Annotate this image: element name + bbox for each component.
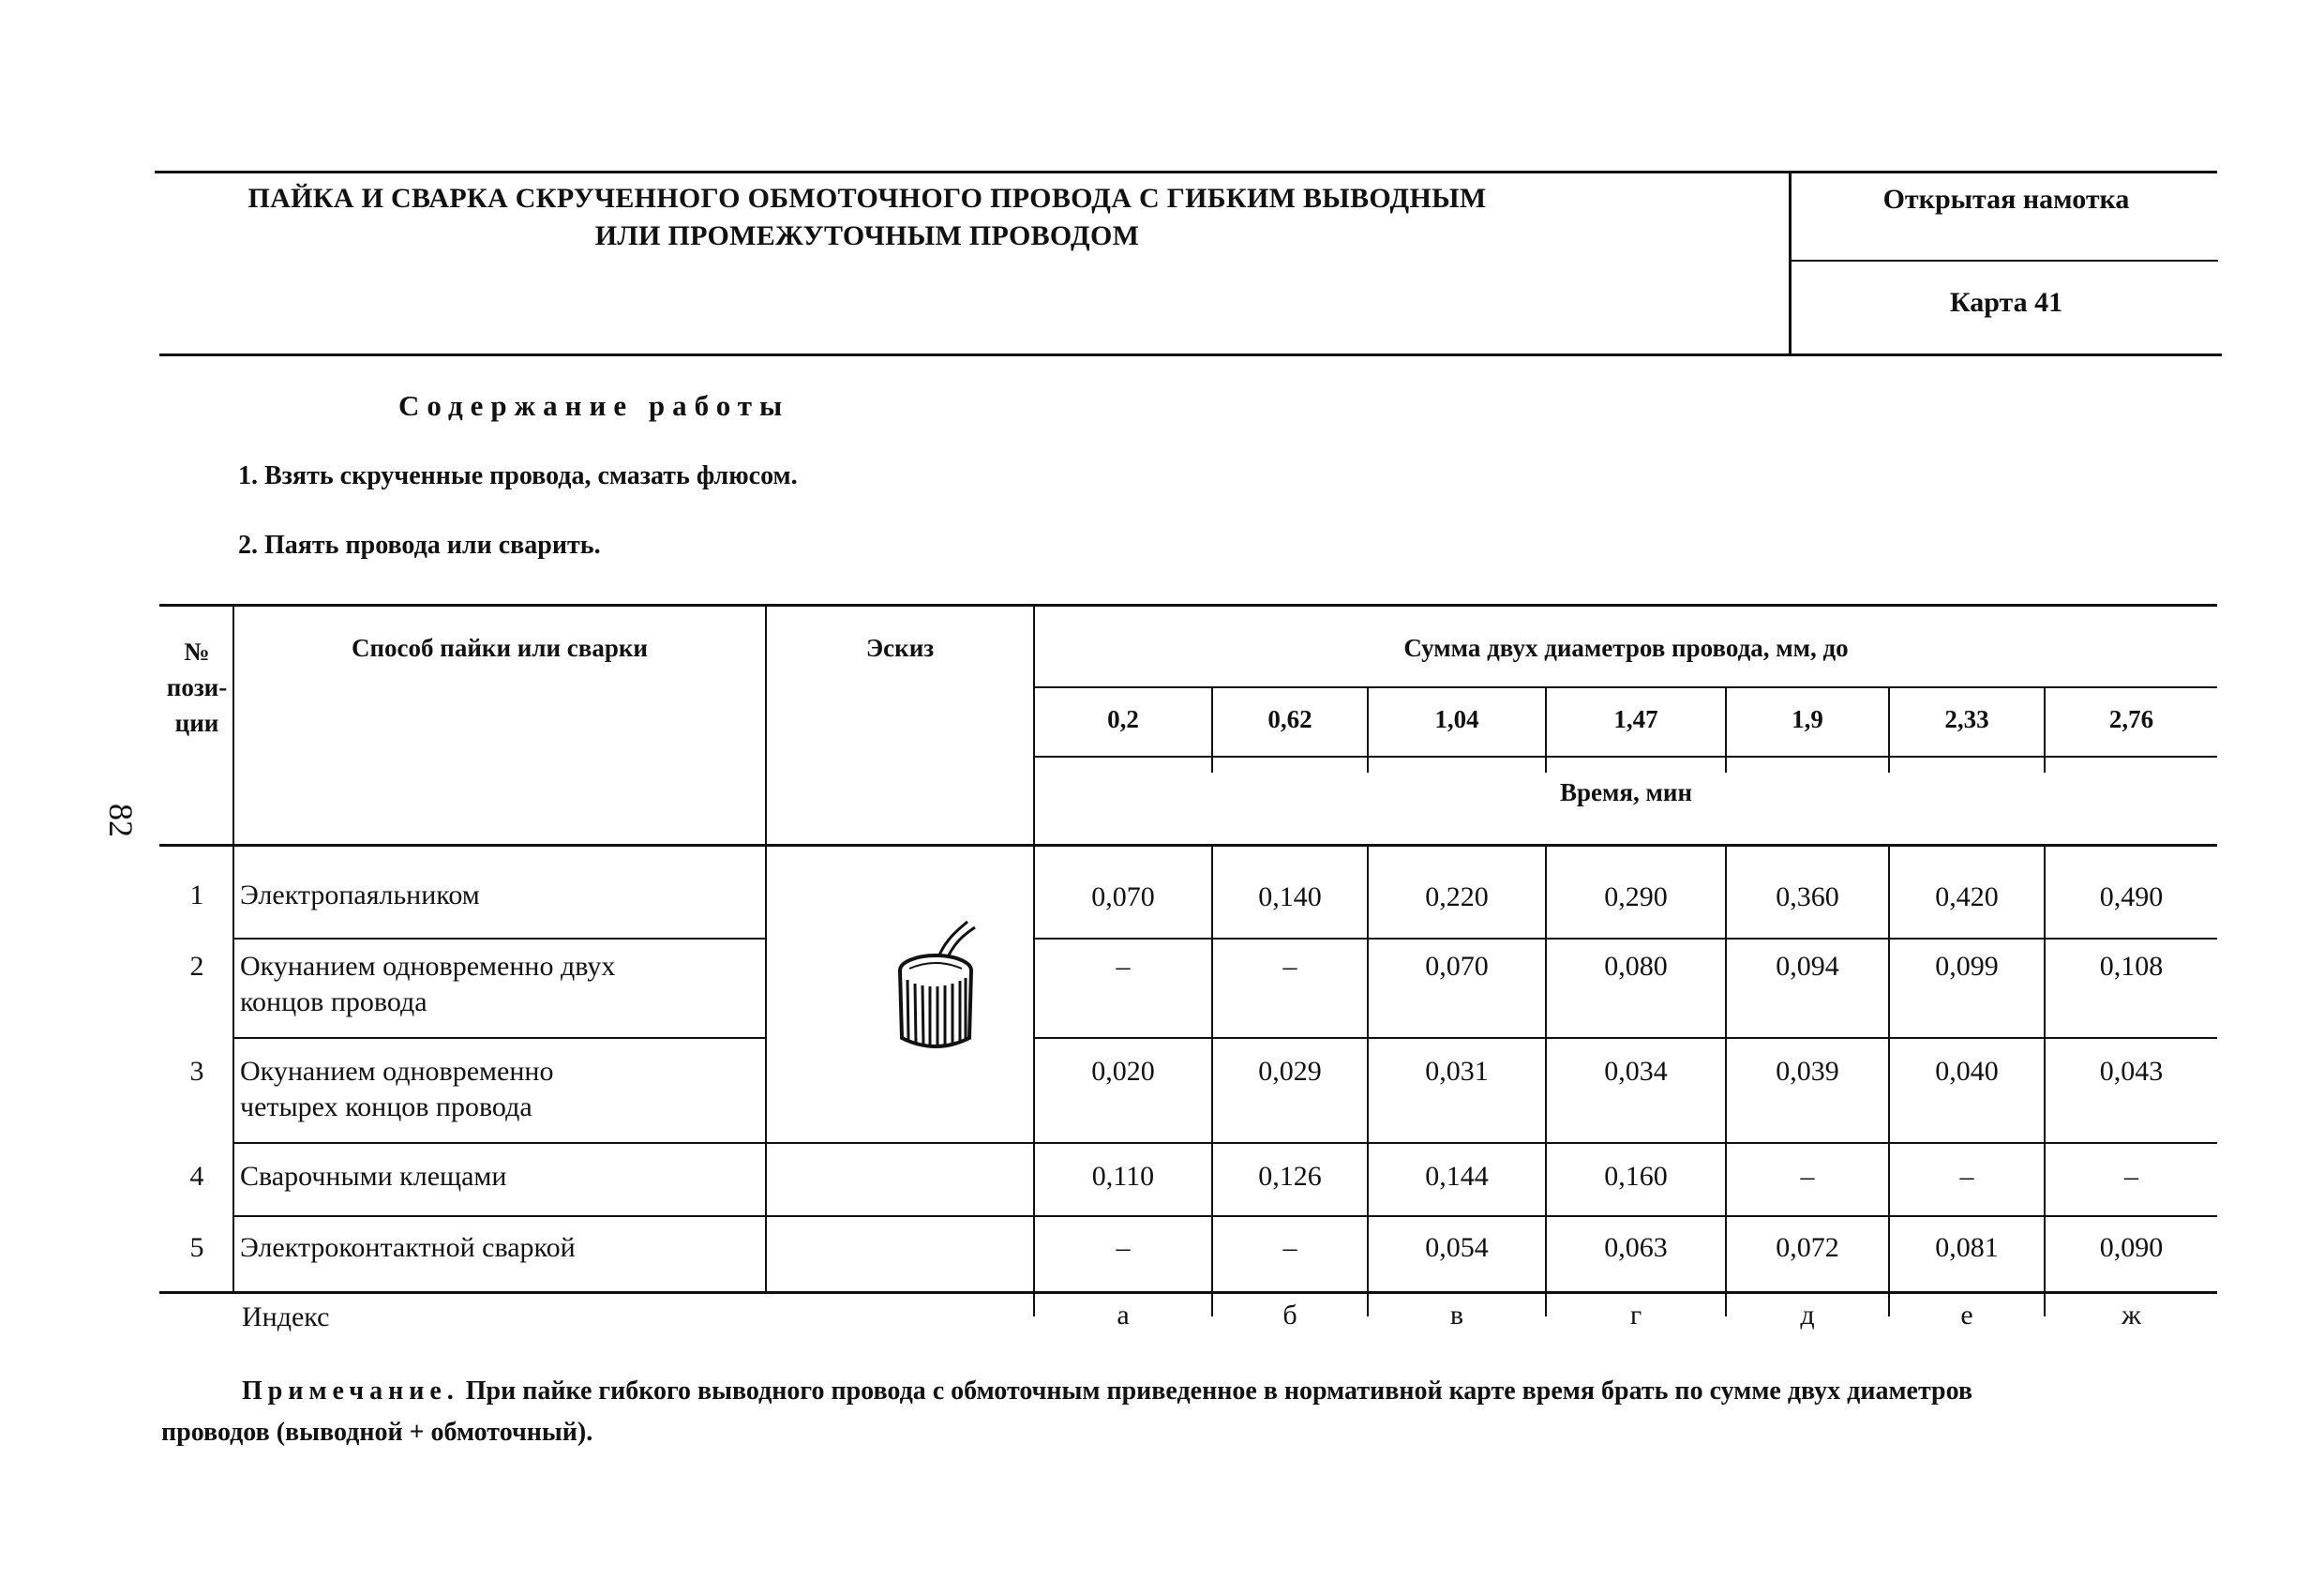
footnote	[161, 1371, 2224, 1453]
row-number: 4	[189, 1161, 204, 1192]
row-method	[240, 949, 765, 1020]
row-method	[240, 878, 765, 913]
row-value: 0,290	[1604, 881, 1668, 912]
winding-category: Открытая намотка	[1882, 184, 2130, 215]
row-2-rule	[232, 1037, 767, 1039]
row-value: 0,072	[1776, 1232, 1839, 1263]
row-method-line: концов провода	[240, 986, 427, 1017]
diameter-0-62: 0,62	[1267, 705, 1312, 733]
row-value: 0,094	[1776, 951, 1839, 982]
row-value: –	[1282, 1232, 1297, 1263]
index-letter: ж	[2122, 1300, 2141, 1331]
row-value: 0,090	[2099, 1232, 2164, 1263]
row-method	[240, 1159, 765, 1195]
diameter-2-76: 2,76	[2108, 705, 2154, 733]
diameter-1-04: 1,04	[1434, 705, 1479, 733]
row-value: 0,099	[1935, 951, 1999, 982]
row-number: 5	[189, 1232, 204, 1263]
header-side-rule	[1789, 260, 2218, 262]
index-letter: в	[1449, 1300, 1464, 1331]
row-value: 0,054	[1425, 1232, 1489, 1263]
row-value: 0,126	[1258, 1161, 1322, 1192]
header-bottom-rule	[159, 353, 2222, 356]
diameter-group-header: Сумма двух диаметров провода, мм, до	[1403, 634, 1849, 662]
row-value: 0,108	[2099, 951, 2164, 982]
row-value: 0,031	[1425, 1056, 1489, 1087]
row-value: 0,040	[1935, 1056, 1999, 1087]
index-letter: б	[1282, 1300, 1297, 1331]
row-value: 0,029	[1258, 1056, 1322, 1087]
row-value: 0,020	[1091, 1056, 1155, 1087]
sketch-col-header: Эскиз	[865, 634, 935, 662]
page-title-line-2: ИЛИ ПРОМЕЖУТОЧНЫМ ПРОВОДОМ	[594, 220, 1140, 251]
row-method	[240, 1054, 765, 1125]
row-value: 0,360	[1776, 881, 1839, 912]
index-letter: д	[1800, 1300, 1815, 1331]
time-unit-header: Время, мин	[1559, 778, 1692, 806]
row-method	[240, 1230, 765, 1266]
row-value: 0,140	[1258, 881, 1322, 912]
row-value: 0,081	[1935, 1232, 1999, 1263]
row-value: 0,034	[1604, 1056, 1668, 1087]
row-method-line: Электропаяльником	[240, 880, 480, 910]
row-number: 1	[189, 880, 204, 910]
row-value: 0,220	[1425, 881, 1489, 912]
note-text: При пайке гибкого выводного провода с обмоточным приведенное в нормативной карте время брать по сумме двух диаметров	[465, 1376, 1973, 1406]
row-value: 0,070	[1425, 951, 1489, 982]
row-number: 2	[189, 951, 204, 982]
note-text-line-2: проводов (выводной + обмоточный).	[161, 1418, 593, 1447]
position-col-rule	[232, 604, 234, 1291]
row-method-line: Окунанием одновременно	[240, 1056, 554, 1087]
note-label: Примечание.	[242, 1376, 459, 1406]
content-heading: Содержание работы	[398, 389, 790, 422]
table-top-rule	[159, 604, 2217, 607]
row-value: –	[1282, 951, 1297, 982]
row-value: 0,110	[1091, 1161, 1155, 1192]
header-body-rule	[159, 844, 2217, 847]
row-method-line: четырех концов провода	[240, 1091, 532, 1122]
row-value: 0,490	[2099, 881, 2164, 912]
row-3-rule	[232, 1142, 2217, 1144]
row-value: 0,144	[1425, 1161, 1489, 1192]
row-value: 0,160	[1604, 1161, 1668, 1192]
row-5-rule	[159, 1291, 2217, 1294]
row-method-line: Электроконтактной сваркой	[240, 1232, 576, 1263]
row-value: 0,070	[1091, 881, 1155, 912]
row-value: 0,043	[2099, 1056, 2164, 1087]
index-label: Индекс	[242, 1301, 330, 1332]
work-step-2: 2. Паять провода или сварить.	[238, 531, 601, 560]
row-value: –	[1116, 951, 1131, 982]
position-header-line-1: №	[184, 638, 210, 666]
header-top-rule	[155, 171, 2217, 173]
row-value: 0,039	[1776, 1056, 1839, 1087]
page-title	[187, 180, 1547, 255]
diameter-2-33: 2,33	[1944, 705, 1989, 733]
diameter-1-47: 1,47	[1613, 705, 1658, 733]
row-value: –	[1800, 1161, 1815, 1192]
position-header-line-2: пози-	[166, 673, 228, 701]
page-number: 82	[102, 804, 140, 837]
position-col-header	[161, 634, 232, 741]
row-value: 0,420	[1935, 881, 1999, 912]
row-method-line: Окунанием одновременно двух	[240, 951, 616, 982]
row-value: –	[1959, 1161, 1974, 1192]
work-step-1: 1. Взять скрученные провода, смазать флюсом.	[238, 461, 798, 490]
row-value: –	[2124, 1161, 2138, 1192]
method-col-header: Способ пайки или сварки	[352, 634, 648, 662]
index-letter: а	[1117, 1300, 1130, 1331]
diameter-0-2: 0,2	[1107, 705, 1139, 733]
index-letter: г	[1629, 1300, 1642, 1331]
row-number: 3	[189, 1056, 204, 1087]
row-value: 0,063	[1604, 1232, 1668, 1263]
position-header-line-3: ции	[174, 709, 219, 737]
page-title-line-1: ПАЙКА И СВАРКА СКРУЧЕННОГО ОБМОТОЧНОГО ПРОВОДА С ГИБКИМ ВЫВОДНЫМ	[247, 183, 1487, 214]
row-value: 0,080	[1604, 951, 1668, 982]
row-1-rule	[232, 938, 767, 940]
row-method-line: Сварочными клещами	[240, 1161, 507, 1192]
twisted-wire-bundle-icon	[889, 914, 992, 1064]
method-col-rule	[765, 604, 767, 1291]
card-number: Карта 41	[1949, 287, 2063, 318]
row-4-rule	[232, 1215, 2217, 1217]
index-letter: е	[1960, 1300, 1973, 1331]
header-divider	[1789, 171, 1792, 354]
diameter-1-9: 1,9	[1792, 705, 1823, 733]
row-value: –	[1116, 1232, 1131, 1263]
